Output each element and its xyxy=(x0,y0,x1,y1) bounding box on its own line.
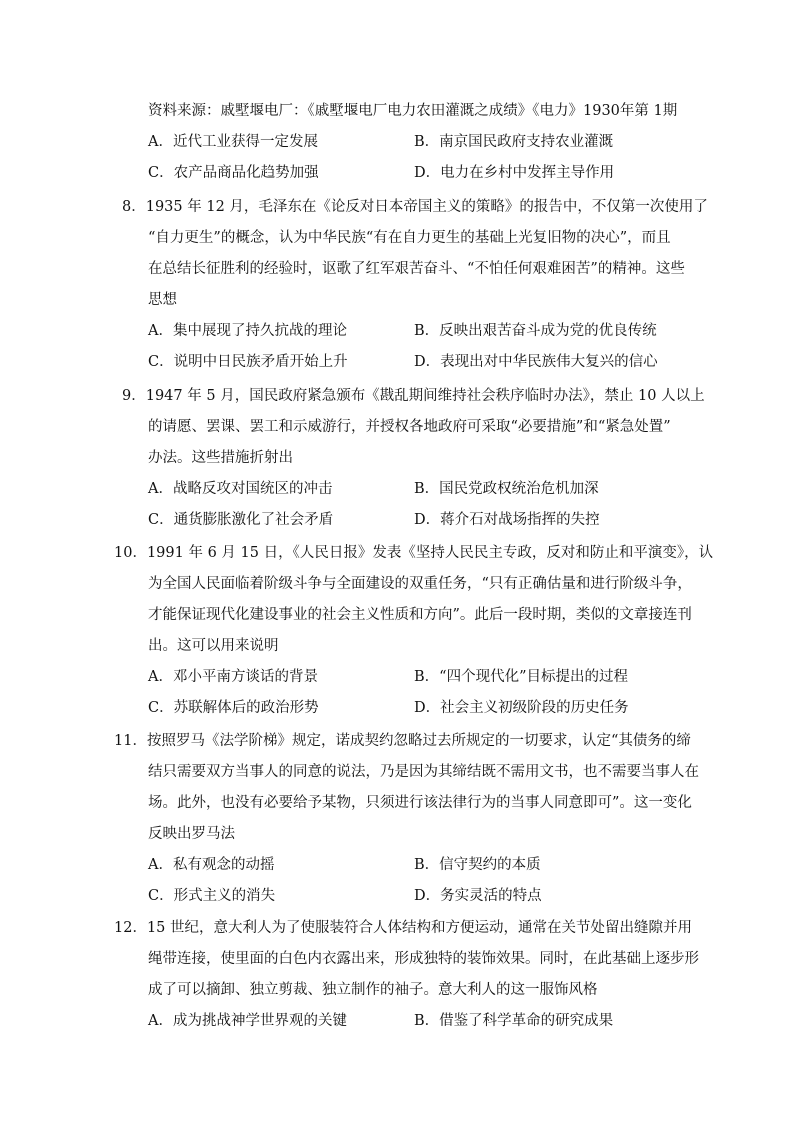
q11-stem-line-1 xyxy=(114,731,691,751)
q10-stem-line-2: 为全国人民面临着阶级斗争与全面建设的双重任务，“只有正确估量和进行阶级斗争， xyxy=(148,576,692,592)
source-citation: 资料来源：戚墅堰电厂：《戚墅堰电厂电力农田灌溉之成绩》《电力》1930年第 1期 xyxy=(148,103,678,119)
q9-option-d: D．蒋介石对战场指挥的失控 xyxy=(414,512,600,528)
q9-option-b: B．国民党政权统治危机加深 xyxy=(414,481,599,497)
q8-option-c: C．说明中日民族矛盾开始上升 xyxy=(148,354,348,370)
q9-stem-line-1 xyxy=(122,386,705,406)
q8-stem-line-4: 思想 xyxy=(148,292,177,308)
q8-option-a: A．集中展现了持久抗战的理论 xyxy=(148,323,347,339)
q12-stem-line-3: 成了可以摘卸、独立剪裁、独立制作的袖子。意大利人的这一服饰风格 xyxy=(148,982,598,998)
q10-option-b: B．“四个现代化”目标提出的过程 xyxy=(414,669,628,685)
q9-option-a: A．战略反攻对国统区的冲击 xyxy=(148,481,333,497)
q11-option-a: A．私有观念的动摇 xyxy=(148,857,275,873)
q11-stem-line-4: 反映出罗马法 xyxy=(148,826,235,842)
q12-text-1: 15 世纪，意大利人为了使服装符合人体结构和方便运动，通常在关节处留出缝隙并用 xyxy=(146,920,693,936)
q11-number: 11． xyxy=(114,733,147,749)
q7-option-d: D．电力在乡村中发挥主导作用 xyxy=(414,165,615,181)
q8-number: 8． xyxy=(122,199,146,215)
q10-number: 10． xyxy=(114,545,147,561)
q8-option-b: B．反映出艰苦奋斗成为党的优良传统 xyxy=(414,323,657,339)
q11-stem-line-2: 结只需要双方当事人的同意的说法，乃是因为其缔结既不需用文书，也不需要当事人在 xyxy=(148,764,699,780)
q9-number: 9． xyxy=(122,388,146,404)
q10-stem-line-4: 出。这可以用来说明 xyxy=(148,638,279,654)
q9-stem-line-2: 的请愿、罢课、罢工和示威游行，并授权各地政府可采取“必要措施”和“紧急处置” xyxy=(148,419,671,435)
q9-stem-line-3: 办法。这些措施折射出 xyxy=(148,450,293,466)
q12-stem-line-1 xyxy=(114,918,692,938)
q10-text-1: 1991 年 6 月 15 日，《人民日报》发表《坚持人民民主专政，反对和防止和平演变》，认 xyxy=(146,545,714,561)
q12-stem-line-2: 绳带连接，使里面的白色内衣露出来，形成独特的装饰效果。同时，在此基础上逐步形 xyxy=(148,951,699,967)
q10-stem-line-3: 才能保证现代化建设事业的社会主义性质和方向”。此后一段时期，类似的文章接连刊 xyxy=(148,607,692,623)
q12-number: 12． xyxy=(114,920,147,936)
q7-option-c: C．农产品商品化趋势加强 xyxy=(148,165,319,181)
q8-option-d: D．表现出对中华民族伟大复兴的信心 xyxy=(414,354,658,370)
q11-option-d: D．务实灵活的特点 xyxy=(414,888,542,904)
q11-option-b: B．信守契约的本质 xyxy=(414,857,541,873)
q7-option-a: A．近代工业获得一定发展 xyxy=(148,134,318,150)
q9-text-1: 1947 年 5 月，国民政府紧急颁布《戡乱期间维持社会秩序临时办法》，禁止 10 人以上 xyxy=(145,388,705,404)
q7-option-b: B．南京国民政府支持农业灌溉 xyxy=(414,134,614,150)
q8-stem-line-2: “自力更生”的概念，认为中华民族“有在自力更生的基础上光复旧物的决心”，而且 xyxy=(148,230,671,246)
q10-option-d: D．社会主义初级阶段的历史任务 xyxy=(414,700,629,716)
q10-stem-line-1 xyxy=(114,543,713,563)
q9-option-c: C．通货膨胀激化了社会矛盾 xyxy=(148,512,334,528)
q11-text-1: 按照罗马《法学阶梯》规定，诺成契约忽略过去所规定的一切要求，认定“其债务的缔 xyxy=(146,733,691,749)
q10-option-c: C．苏联解体后的政治形势 xyxy=(148,700,319,716)
q10-option-a: A．邓小平南方谈话的背景 xyxy=(148,669,318,685)
q8-text-1: 1935 年 12 月，毛泽东在《论反对日本帝国主义的策略》的报告中，不仅第一次使用了 xyxy=(145,199,708,215)
q11-stem-line-3: 场。此外，也没有必要给予某物，只须进行该法律行为的当事人同意即可”。这一变化 xyxy=(148,795,692,811)
q8-stem-line-3: 在总结长征胜利的经验时，讴歌了红军艰苦奋斗、“不怕任何艰难困苦”的精神。这些 xyxy=(148,261,685,277)
q11-option-c: C．形式主义的消失 xyxy=(148,888,276,904)
q8-stem-line-1 xyxy=(122,197,708,217)
q12-option-b: B．借鉴了科学革命的研究成果 xyxy=(414,1013,614,1029)
q12-option-a: A．成为挑战神学世界观的关键 xyxy=(148,1013,347,1029)
